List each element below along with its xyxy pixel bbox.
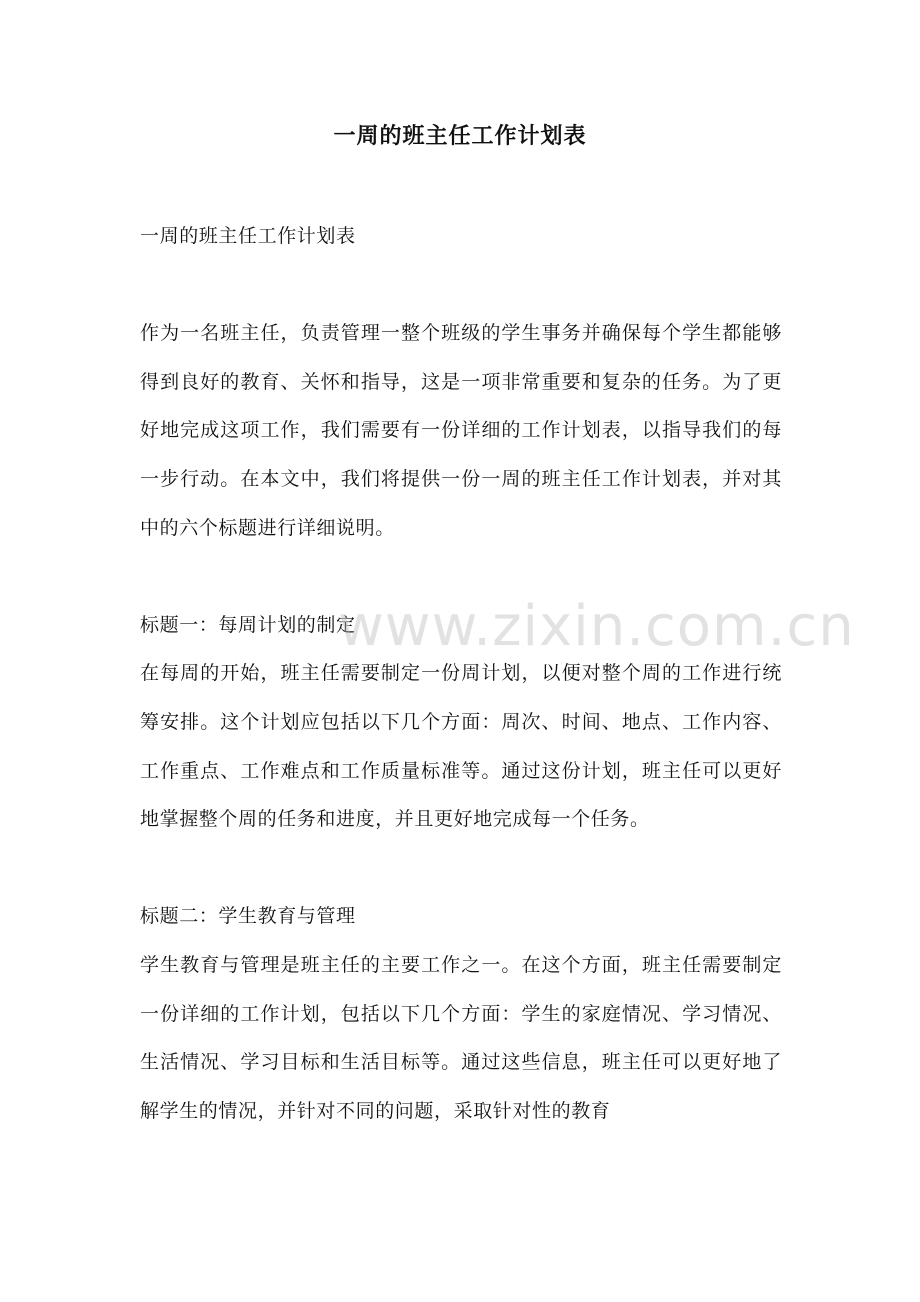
section-heading-1: 标题一：每周计划的制定 <box>140 613 356 636</box>
intro-paragraph: 作为一名班主任，负责管理一整个班级的学生事务并确保每个学生都能够得到良好的教育、关怀和指导，这是一项非常重要和复杂的任务。为了更好地完成这项工作，我们需要有一份详细的工作计划表，以指导我们的每一步行动。在本文中，我们将提供一份一周的班主任工作计划表，并对其中的六个标题进行详细说明。 <box>140 322 782 539</box>
section-heading-2: 标题二：学生教育与管理 <box>140 905 356 928</box>
section-body-1: 在每周的开始，班主任需要制定一份周计划，以便对整个周的工作进行统筹安排。这个计划应包括以下几个方面：周次、时间、地点、工作内容、工作重点、工作难点和工作质量标准等。通过这份计划，班主任可以更好地掌握整个周的任务和进度，并且更好地完成每一个任务。 <box>140 662 782 831</box>
section-body-2: 学生教育与管理是班主任的主要工作之一。在这个方面，班主任需要制定一份详细的工作计划，包括以下几个方面：学生的家庭情况、学习情况、生活情况、学习目标和生活目标等。通过这些信息，班主任可以更好地了解学生的情况，并针对不同的问题，采取针对性的教育 <box>140 953 782 1122</box>
document-content <box>140 212 782 1184</box>
watermark: www.zixin.com.cn <box>338 594 855 659</box>
document-title: 一周的班主任工作计划表 <box>333 123 587 149</box>
document-subtitle: 一周的班主任工作计划表 <box>140 225 356 247</box>
